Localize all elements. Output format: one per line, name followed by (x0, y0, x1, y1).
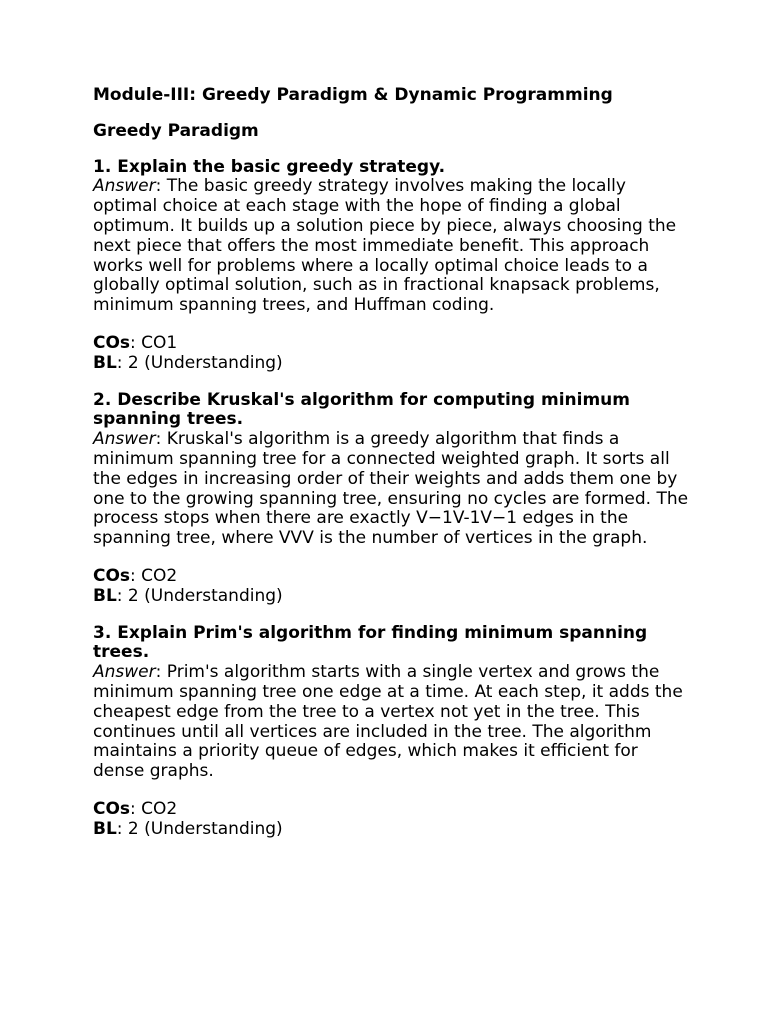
answer-paragraph (93, 663, 693, 782)
answer-paragraph (93, 430, 693, 549)
meta-block (93, 800, 693, 840)
bl-label: BL (93, 818, 117, 839)
bl-value: : 2 (Understanding) (116, 585, 283, 606)
section-heading: Greedy Paradigm (93, 120, 259, 141)
answer-text: : Prim's algorithm starts with a single vertex and grows the minimum spanning tree one edge at a time. At each step, it adds the cheapest edge from the tree to a vertex not yet in the tree. This continues until all vertices are included in the tree. The algorithm maintains a priority queue of edges, which makes it efficient for dense graphs. (93, 662, 683, 782)
answer-label: Answer (93, 662, 156, 683)
meta-block (93, 334, 693, 374)
bl-line (93, 354, 693, 374)
bl-line (93, 820, 693, 840)
meta-block (93, 567, 693, 607)
answer-text: : Kruskal's algorithm is a greedy algorithm that finds a minimum spanning tree for a connected weighted graph. It sorts all the edges in increasing order of their weights and adds them one by one to the growing spanning tree, ensuring no cycles are formed. The process stops when there are exactly V−1V-1V−1 edges in the spanning tree, where VVV is the number of vertices in the graph. (93, 429, 689, 549)
answer-label: Answer (93, 429, 156, 450)
cos-line (93, 567, 693, 587)
cos-label: COs (93, 798, 131, 819)
cos-line (93, 334, 693, 354)
question-block-2 (93, 391, 693, 607)
question-text: 1. Explain the basic greedy strategy. (93, 156, 446, 177)
question-block-1 (93, 158, 693, 374)
answer-paragraph (93, 177, 693, 316)
cos-label: COs (93, 332, 131, 353)
answer-text: : The basic greedy strategy involves making the locally optimal choice at each stage with the hope of finding a global optimum. It builds up a solution piece by piece, always choosing the next piece that offers the most immediate benefit. This approach works well for problems where a locally optimal choice leads to a globally optimal solution, such as in fractional knapsack problems, minimum spanning trees, and Huffman coding. (93, 176, 677, 316)
bl-value: : 2 (Understanding) (116, 818, 283, 839)
cos-value: : CO2 (130, 565, 178, 586)
cos-value: : CO2 (130, 798, 178, 819)
question-text: 2. Describe Kruskal's algorithm for computing minimum spanning trees. (93, 389, 630, 430)
document-page (93, 86, 693, 857)
question-text: 3. Explain Prim's algorithm for finding minimum spanning trees. (93, 622, 648, 663)
cos-line (93, 800, 693, 820)
bl-line (93, 587, 693, 607)
bl-value: : 2 (Understanding) (116, 352, 283, 373)
cos-label: COs (93, 565, 131, 586)
document-title: Module-III: Greedy Paradigm & Dynamic Programming (93, 85, 613, 105)
question-block-3 (93, 624, 693, 840)
bl-label: BL (93, 352, 117, 373)
bl-label: BL (93, 585, 117, 606)
answer-label: Answer (93, 176, 156, 197)
cos-value: : CO1 (130, 332, 178, 353)
